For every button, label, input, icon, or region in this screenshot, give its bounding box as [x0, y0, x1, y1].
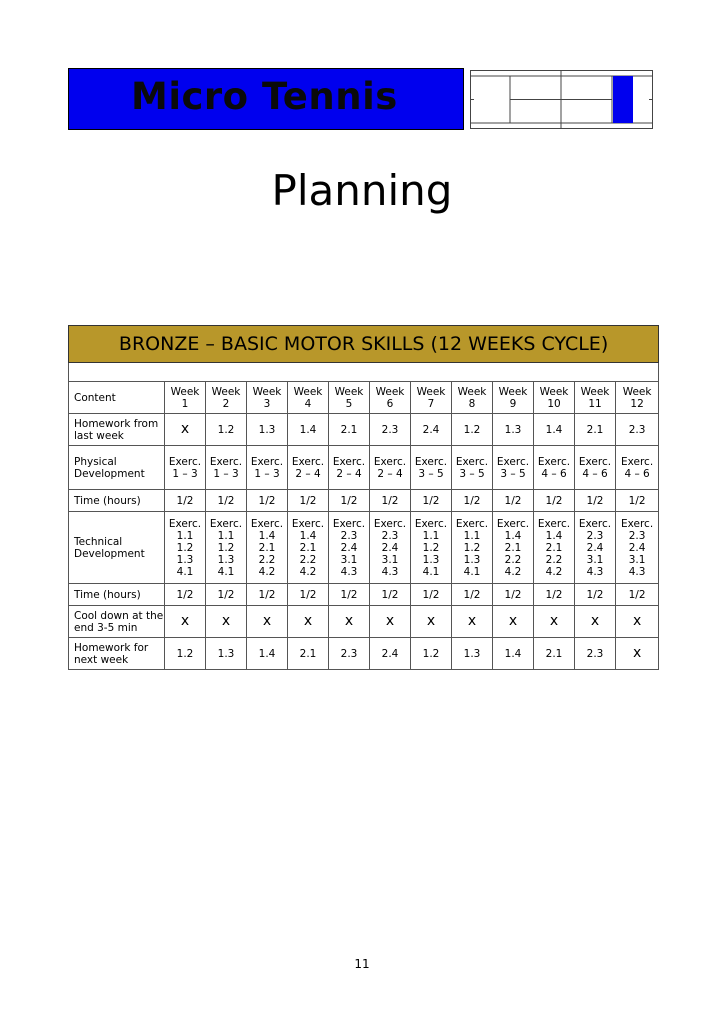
table-row: [69, 512, 659, 584]
row-label: Cool down at the end 3-5 min: [69, 606, 165, 638]
table-cell: x: [329, 606, 370, 638]
table-cell: x: [534, 606, 575, 638]
table-cell: 1/2: [534, 490, 575, 512]
table-cell: 1.3: [493, 414, 534, 446]
table-cell: x: [165, 606, 206, 638]
week-header: Week 2: [206, 382, 247, 414]
table-cell: 1/2: [616, 490, 659, 512]
table-cell: x: [370, 606, 411, 638]
table-cell: 1.3: [452, 638, 493, 670]
table-cell: 1.2: [206, 414, 247, 446]
table-cell: Exerc. 1.1 1.2 1.3 4.1: [165, 512, 206, 584]
week-header: Week 7: [411, 382, 452, 414]
table-cell: 1.2: [165, 638, 206, 670]
table-cell: x: [288, 606, 329, 638]
table-cell: Exerc. 1.1 1.2 1.3 4.1: [206, 512, 247, 584]
title-banner: [68, 68, 464, 130]
page-title: Planning: [271, 166, 453, 215]
table-row: [69, 638, 659, 670]
table-cell: Exerc. 2.3 2.4 3.1 4.3: [329, 512, 370, 584]
table-cell: Exerc. 2.3 2.4 3.1 4.3: [370, 512, 411, 584]
week-header: Week 10: [534, 382, 575, 414]
table-cell: Exerc. 1.1 1.2 1.3 4.1: [411, 512, 452, 584]
table-cell: 2.1: [575, 414, 616, 446]
table-cell: 1/2: [575, 490, 616, 512]
table-cell: Exerc. 1 – 3: [165, 446, 206, 490]
table-cell: 1/2: [165, 584, 206, 606]
table-cell: 2.1: [329, 414, 370, 446]
table-cell: Exerc. 2 – 4: [370, 446, 411, 490]
table-cell: 1/2: [288, 584, 329, 606]
table-cell: 1/2: [575, 584, 616, 606]
week-header: Week 5: [329, 382, 370, 414]
header-label: Content: [69, 382, 165, 414]
planning-table: [68, 325, 659, 670]
table-row: [69, 490, 659, 512]
table-cell: Exerc. 2 – 4: [329, 446, 370, 490]
table-cell: 1.2: [452, 414, 493, 446]
week-header: Week 1: [165, 382, 206, 414]
table-cell: x: [575, 606, 616, 638]
table-cell: Exerc. 4 – 6: [575, 446, 616, 490]
table-cell: 1/2: [493, 584, 534, 606]
table-row: [69, 446, 659, 490]
table-cell: Exerc. 1.1 1.2 1.3 4.1: [452, 512, 493, 584]
table-cell: Exerc. 2.3 2.4 3.1 4.3: [616, 512, 659, 584]
table-cell: 1/2: [206, 490, 247, 512]
week-header: Week 12: [616, 382, 659, 414]
table-cell: x: [616, 606, 659, 638]
week-header: Week 11: [575, 382, 616, 414]
table-cell: 1.2: [411, 638, 452, 670]
table-cell: Exerc. 1 – 3: [206, 446, 247, 490]
table-cell: 1/2: [329, 584, 370, 606]
table-cell: x: [206, 606, 247, 638]
table-cell: Exerc. 1.4 2.1 2.2 4.2: [534, 512, 575, 584]
table-cell: 1/2: [452, 584, 493, 606]
table-cell: 1/2: [288, 490, 329, 512]
table-cell: x: [616, 638, 659, 670]
table-cell: 2.4: [411, 414, 452, 446]
table-cell: 1.4: [534, 414, 575, 446]
table-cell: 1.3: [206, 638, 247, 670]
table-cell: x: [493, 606, 534, 638]
banner-title: Micro Tennis: [131, 75, 398, 118]
table-cell: Exerc. 3 – 5: [411, 446, 452, 490]
table-cell: 1.3: [247, 414, 288, 446]
table-cell: 2.3: [575, 638, 616, 670]
table-cell: x: [165, 414, 206, 446]
table-cell: 1/2: [206, 584, 247, 606]
table-cell: 1/2: [247, 584, 288, 606]
court-highlight-zone: [613, 76, 633, 123]
table-cell: Exerc. 2.3 2.4 3.1 4.3: [575, 512, 616, 584]
table-cell: 2.3: [329, 638, 370, 670]
tennis-court-diagram: [470, 70, 653, 129]
table-cell: x: [452, 606, 493, 638]
header-row: [69, 382, 659, 414]
table-cell: 1/2: [452, 490, 493, 512]
table-cell: x: [411, 606, 452, 638]
caption-row: [69, 326, 659, 363]
table-cell: Exerc. 2 – 4: [288, 446, 329, 490]
table-cell: 2.3: [616, 414, 659, 446]
table-cell: 1/2: [370, 490, 411, 512]
week-header: Week 9: [493, 382, 534, 414]
table-cell: 1/2: [165, 490, 206, 512]
table-cell: Exerc. 1.4 2.1 2.2 4.2: [247, 512, 288, 584]
table-cell: Exerc. 4 – 6: [616, 446, 659, 490]
table-cell: 1/2: [247, 490, 288, 512]
table-cell: Exerc. 1.4 2.1 2.2 4.2: [288, 512, 329, 584]
row-label: Technical Development: [69, 512, 165, 584]
week-header: Week 4: [288, 382, 329, 414]
table-cell: 2.1: [534, 638, 575, 670]
blank-cell: [69, 363, 659, 382]
row-label: Homework for next week: [69, 638, 165, 670]
table-cell: 1/2: [616, 584, 659, 606]
table-cell: 1.4: [288, 414, 329, 446]
table-cell: 2.4: [370, 638, 411, 670]
table-cell: 2.1: [288, 638, 329, 670]
table-row: [69, 414, 659, 446]
table-cell: 2.3: [370, 414, 411, 446]
table-cell: Exerc. 1.4 2.1 2.2 4.2: [493, 512, 534, 584]
table-cell: 1/2: [411, 584, 452, 606]
table-cell: 1/2: [370, 584, 411, 606]
week-header: Week 3: [247, 382, 288, 414]
week-header: Week 8: [452, 382, 493, 414]
table-cell: 1/2: [493, 490, 534, 512]
page-number: 11: [354, 957, 370, 971]
table-cell: x: [247, 606, 288, 638]
table-cell: 1.4: [247, 638, 288, 670]
row-label: Time (hours): [69, 490, 165, 512]
table-cell: Exerc. 1 – 3: [247, 446, 288, 490]
table-cell: 1/2: [411, 490, 452, 512]
table-cell: 1/2: [329, 490, 370, 512]
table-cell: 1.4: [493, 638, 534, 670]
table-row: [69, 606, 659, 638]
table-caption: BRONZE – BASIC MOTOR SKILLS (12 WEEKS CYCLE): [69, 326, 659, 363]
week-header: Week 6: [370, 382, 411, 414]
table-cell: 1/2: [534, 584, 575, 606]
table-row: [69, 584, 659, 606]
table-cell: Exerc. 4 – 6: [534, 446, 575, 490]
table-cell: Exerc. 3 – 5: [493, 446, 534, 490]
table-cell: Exerc. 3 – 5: [452, 446, 493, 490]
row-label: Physical Development: [69, 446, 165, 490]
row-label: Homework from last week: [69, 414, 165, 446]
row-label: Time (hours): [69, 584, 165, 606]
blank-row: [69, 363, 659, 382]
